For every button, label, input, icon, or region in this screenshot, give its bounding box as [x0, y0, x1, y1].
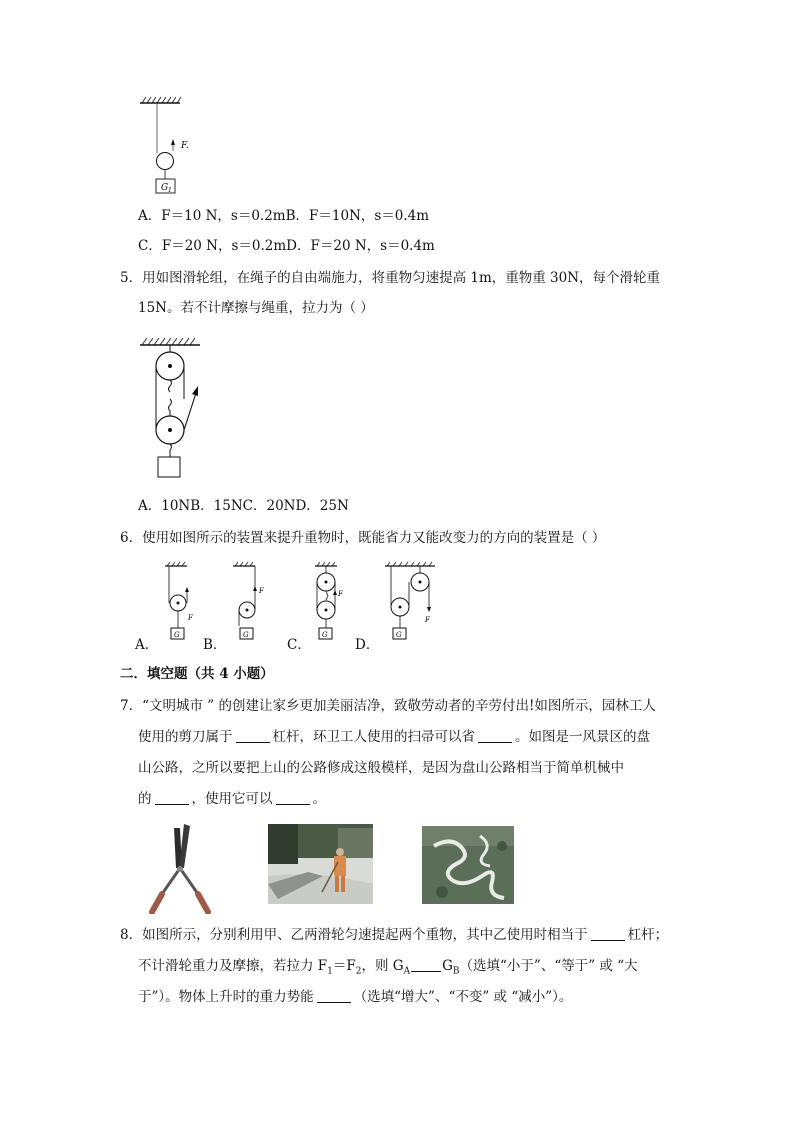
q7-blank-1[interactable] — [236, 728, 270, 743]
svg-text:G: G — [396, 631, 402, 639]
q4-fig-force-label: F. — [181, 141, 189, 151]
q7-blank-4[interactable] — [276, 790, 310, 805]
q5-pulley-block-figure — [138, 333, 218, 488]
q8-blank-1[interactable] — [591, 926, 625, 941]
mountain-road-photo — [422, 826, 514, 904]
q5-stem-line2: 15N。若不计摩擦与绳重，拉力为（ ） — [138, 300, 374, 316]
q6-label-d: D． — [355, 637, 380, 653]
q8-stem-line2: 不计滑轮重力及摩擦，若拉力 $F_1=F_2$，则 $G_A$ $G_B$（选填“小于”、“等于” 或 “大 — [138, 958, 638, 977]
svg-text:G: G — [174, 631, 180, 639]
q8-blank-3[interactable] — [317, 988, 351, 1003]
q4-pulley-figure — [135, 95, 215, 200]
q4-options-line2: C．F＝20 N，s＝0.2mD．F＝20 N，s＝0.4m — [138, 238, 435, 254]
section-title-fill-in: 二．填空题（共 4 小题） — [120, 666, 274, 682]
q6-device-d — [385, 562, 435, 639]
street-sweeper-photo — [268, 824, 373, 904]
q6-device-c — [315, 562, 344, 639]
q7-stem-line2: 使用的剪刀属于 杠杆，环卫工人使用的扫帚可以省 。如图是一风景区的盘 — [138, 729, 650, 745]
garden-shears-image — [140, 822, 220, 914]
svg-text:1: 1 — [168, 187, 172, 194]
q6-device-a — [165, 562, 194, 639]
q8-stem-line1: 8．如图所示，分别利用甲、乙两滑轮匀速提起两个重物，其中乙使用时相当于 杠杆； — [120, 927, 669, 943]
q8-stem-line3: 于”）。物体上升时的重力势能 （选填“增大”、“不变” 或 “减小”）。 — [138, 989, 573, 1005]
q6-label-b: B． — [203, 637, 227, 653]
q6-label-c: C． — [287, 637, 311, 653]
q6-label-a: A． — [135, 637, 159, 653]
q7-blank-2[interactable] — [478, 728, 512, 743]
q4-options-line1: A．F＝10 N，s＝0.2mB．F＝10N，s＝0.4m — [138, 208, 430, 224]
q7-stem-line1: 7．“文明城市 ” 的创建让家乡更加美丽洁净，致敬劳动者的辛劳付出!如图所示，园林工人 — [120, 698, 656, 714]
q6-stem: 6．使用如图所示的装置来提升重物时，既能省力又能改变力的方向的装置是（ ） — [120, 530, 606, 546]
q8-blank-2[interactable] — [411, 957, 441, 972]
q5-options: A．10NB．15NC．20ND．25N — [138, 498, 349, 514]
q7-stem-line4: 的 ，使用它可以 。 — [138, 791, 326, 807]
svg-text:G: G — [243, 631, 249, 639]
svg-text:G: G — [322, 631, 328, 639]
q7-blank-3[interactable] — [155, 790, 189, 805]
q4-fig-weight-label: G — [161, 183, 169, 193]
svg-text:F: F — [425, 616, 430, 624]
svg-text:F: F — [188, 614, 193, 622]
q5-stem-line1: 5．用如图滑轮组，在绳子的自由端施力，将重物匀速提高 1m，重物重 30N，每个滑轮重 — [120, 270, 661, 286]
svg-text:F: F — [338, 590, 343, 598]
svg-text:F: F — [259, 587, 264, 595]
q6-device-b — [233, 562, 265, 639]
q7-stem-line3: 山公路，之所以要把上山的公路修成这般模样，是因为盘山公路相当于简单机械中 — [138, 760, 624, 776]
